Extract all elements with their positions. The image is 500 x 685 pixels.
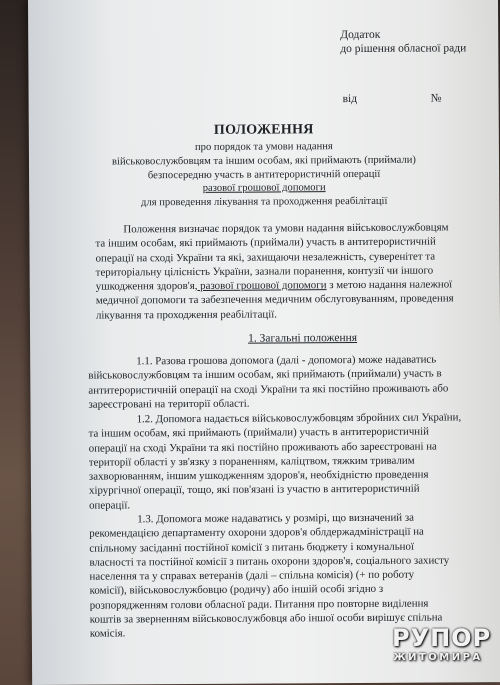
watermark-logo <box>392 624 492 669</box>
p13-line: 1.3. Допомога може надаватись у розмірі, що визначений за <box>137 511 415 526</box>
p13-line: власності та постійної комісії з питань охорони здоров'я, соціального захисту <box>89 554 450 569</box>
p13-line: розпорядженням голови обласної ради. Питання про повторне виділення <box>89 597 429 612</box>
number-label: № <box>430 92 442 105</box>
intro-line: територіальну цілісність України, зазнали поранення, контузії чи іншого <box>95 264 434 279</box>
p12-line: та іншим особам, які приймають (приймали) участь в антитерористичній <box>88 425 430 440</box>
p11-line: антитерористичній операції на сході України та які постійно проживають або <box>88 382 449 397</box>
paragraph-1-3 <box>89 510 474 641</box>
p12-line: території області у зв'язку з пораненням, каліцтвом, тяжким тривалим <box>88 454 415 469</box>
title-line-2: військовослужбовцям та іншим особам, які приймають (приймали) <box>112 154 416 168</box>
appendix-label: Додаток <box>340 28 381 42</box>
intro-text-part: з метою надання належної <box>326 278 453 292</box>
intro-line: Положення визначає порядок та умови надання військовослужбовцям <box>123 221 449 236</box>
p11-line: 1.1. Разова грошова допомога (далі - допомога) може надаватись <box>136 353 437 368</box>
p12-line: операції. <box>89 499 131 512</box>
title-line-5: для проведення лікування та проходження реабілітації <box>141 195 388 209</box>
p11-line: зареєстровані на території області. <box>88 397 250 411</box>
title-line-4-text: разової грошової допомоги <box>202 182 326 194</box>
p13-line: комісія. <box>89 627 126 641</box>
paragraph-1-1 <box>88 352 472 412</box>
p12-line: операції на сході України та які постійно проживають або зареєстровані на <box>88 440 437 455</box>
watermark-city: ЖИТОМИРА <box>393 652 483 663</box>
intro-text-part: ушкодження здоров'я, <box>95 280 198 293</box>
document-title: ПОЛОЖЕННЯ <box>213 122 314 138</box>
paragraph-1-2 <box>89 410 474 512</box>
intro-line: лікування та проходження реабілітації. <box>95 308 278 322</box>
title-line-1: про порядок та умови надання <box>194 141 333 153</box>
p13-line: спільному засіданні постійної комісії з питань бюджету і комунальної <box>89 540 415 555</box>
title-line-3: безпосередню участь в антитерористичній операції <box>147 168 381 182</box>
date-label: від <box>342 92 358 106</box>
p12-line: 1.2. Допомога надається військовослужбовцям збройних сил України, <box>136 411 462 426</box>
intro-underlined-part: разової грошової допомоги <box>197 279 327 293</box>
decision-label: до рішення обласної ради <box>340 42 467 56</box>
p13-line: коштів за зверненням військовослужбовця або іншої особи вирішує спільна <box>89 611 443 626</box>
intro-line: операції на сході України та які, захищаючи незалежність, суверенітет та <box>95 250 436 265</box>
section-1-heading-text: 1. Загальні положення <box>248 331 358 345</box>
p11-line: військовослужбовцям та іншим особам, які приймають (приймали) участь в <box>88 367 442 382</box>
section-1-heading <box>248 331 357 346</box>
intro-paragraph <box>95 220 472 322</box>
intro-line: медичної допомоги та забезпечення медичним обслуговуванням, проведення <box>95 292 454 308</box>
p12-line: захворюванням, іншим ушкодженням здоров'я, необхідністю проведення <box>88 468 429 483</box>
p12-line: хірургічної операції, тощо, які пов'язані із участю в антитерористичній <box>88 483 420 498</box>
watermark-brand: РУПОР <box>392 624 492 652</box>
p13-line: населення та у справах ветеранів (далі – спільна комісія) (+ по роботу <box>89 568 415 583</box>
intro-line: та іншим особам, які приймають (приймали) участь в антитерористичній <box>95 235 436 250</box>
p13-line: комісії), військовослужбовцю (родичу) або іншій особі згідно з <box>89 583 384 598</box>
document-page <box>28 0 500 685</box>
p13-line: рекомендацією департаменту охорони здоров'я облдержадміністрації на <box>89 525 424 540</box>
